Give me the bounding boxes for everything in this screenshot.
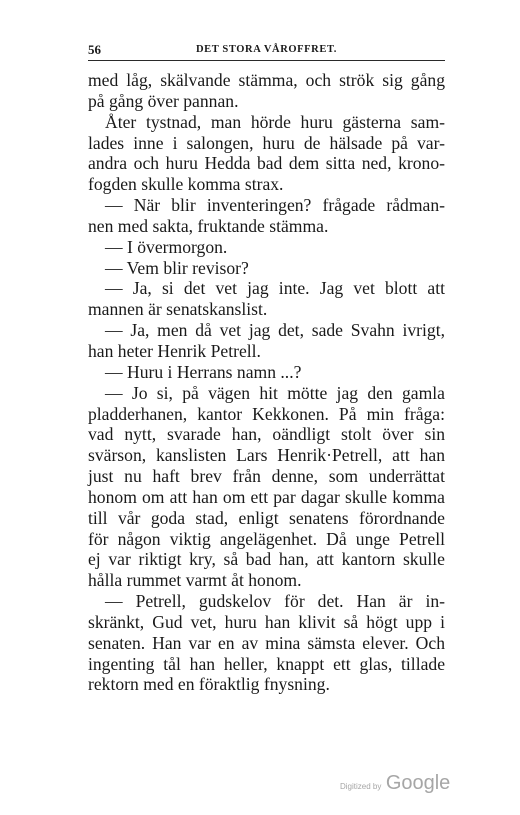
text-line: — Vem blir revisor?	[105, 257, 249, 278]
text-line: — Petrell, gudskelov för det. Han är in-	[105, 591, 445, 612]
text-line: ej var riktigt kry, så bad han, att kantorn skulle	[88, 549, 445, 570]
text-line: pladderhanen, kantor Kekkonen. På min fråga:	[88, 403, 445, 424]
text-line: nen med sakta, fruktande stämma.	[88, 215, 329, 236]
text-line: just nu haft brev från denne, som underrättat	[88, 466, 445, 487]
text-line: — Ja, men då vet jag det, sade Svahn ivrigt,	[105, 320, 445, 341]
text-line: — När blir inventeringen? frågade rådman-	[105, 195, 445, 216]
text-line: andra och huru Hedda bad dem sitta ned, krono-	[88, 153, 445, 174]
text-line: — I övermorgon.	[105, 236, 228, 257]
text-line: honom om att han om ett par dagar skulle komma	[88, 486, 445, 507]
text-line: — Jo si, på vägen hit mötte jag den gamla	[105, 382, 445, 403]
text-line: för någon viktig angelägenhet. Då unge Petrell	[88, 528, 445, 549]
body-text	[88, 70, 445, 695]
text-line: vad nytt, svarade han, oändligt stolt över sin	[88, 424, 445, 445]
text-line: hålla rummet varmt åt honom.	[88, 570, 302, 591]
text-line: till vår goda stad, enligt senatens förordnande	[88, 507, 445, 528]
text-line: — Ja, si det vet jag inte. Jag vet blott att	[105, 278, 445, 299]
page-header	[88, 40, 445, 61]
text-line: rektorn med en föraktlig fnysning.	[88, 674, 330, 695]
page-number: 56	[88, 42, 101, 57]
text-line: lades inne i salongen, huru de hälsade på var-	[88, 132, 445, 153]
text-line: med låg, skälvande stämma, och strök sig gång	[88, 70, 445, 90]
text-line: ingenting tål han heller, knappt ett glas, tillade	[88, 653, 445, 674]
text-line: — Huru i Herrans namn ...?	[105, 361, 302, 382]
text-line: fogden skulle komma strax.	[88, 174, 284, 195]
text-line: på gång över pannan.	[88, 90, 239, 111]
text-line: Åter tystnad, man hörde huru gästerna sam-	[105, 111, 445, 132]
text-line: svärson, kanslisten Lars Henrik·Petrell, att han	[88, 445, 445, 466]
text-line: senaten. Han var en av mina sämsta elever. Och	[88, 632, 445, 653]
text-line: skränkt, Gud vet, huru han klivit så högt upp i	[88, 611, 445, 632]
text-line: han heter Henrik Petrell.	[88, 340, 261, 361]
digitized-by-google-watermark	[340, 772, 450, 795]
watermark-prefix: Digitized by	[340, 782, 382, 791]
text-line: mannen är senatskanslist.	[88, 299, 268, 320]
running-head: DET STORA VÅROFFRET.	[195, 44, 338, 55]
watermark-brand: Google	[385, 772, 451, 794]
